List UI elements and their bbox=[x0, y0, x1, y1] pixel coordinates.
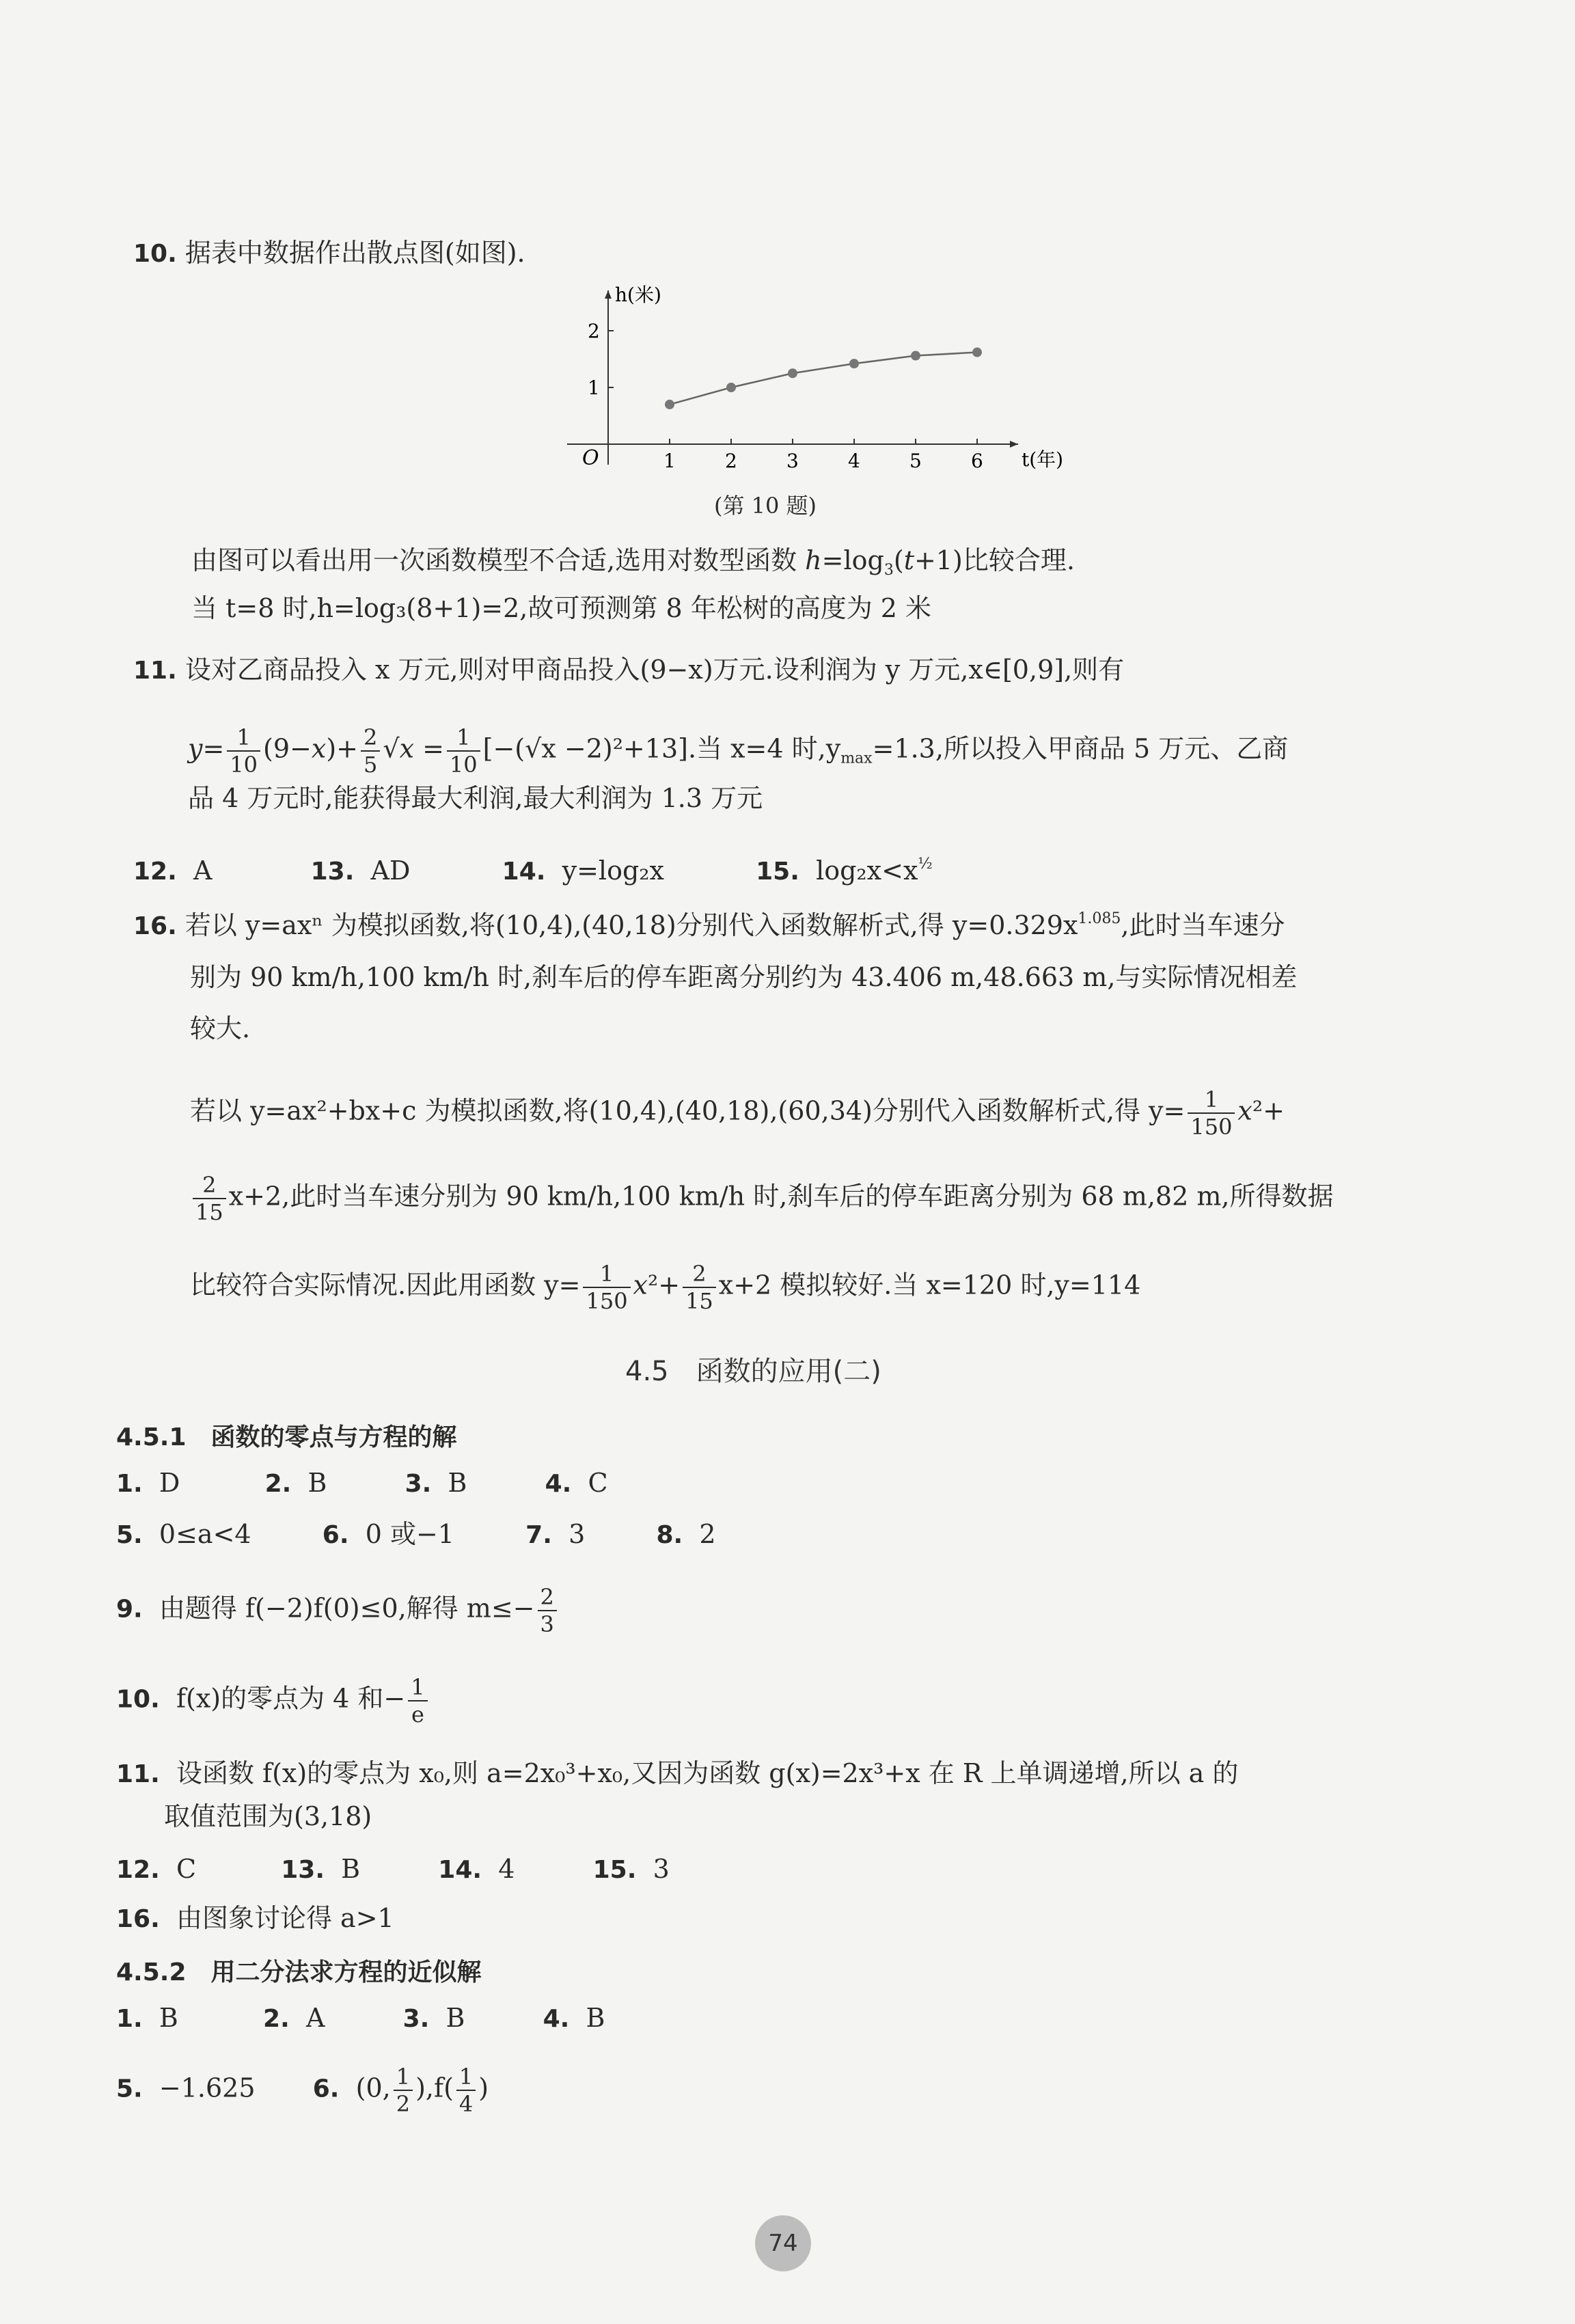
s452-q1-answer: B bbox=[159, 2003, 178, 2033]
q12-num: 12. bbox=[133, 858, 177, 886]
s452-q2-answer: A bbox=[305, 2003, 325, 2033]
q16-line3: 较大. bbox=[190, 1013, 251, 1043]
q13-answer: AD bbox=[370, 856, 411, 886]
x-tick-label: 4 bbox=[848, 450, 860, 472]
q11-line2-end: =1.3,所以投入甲商品 5 万元、乙商 bbox=[872, 733, 1289, 764]
q16-line1-end: ,此时当车速分 bbox=[1121, 910, 1285, 940]
origin-label: O bbox=[582, 446, 599, 470]
q16-line4-text: 若以 y=ax²+bx+c 为模拟函数,将(10,4),(40,18),(60,34)分别代入函数解析式,得 y= bbox=[190, 1095, 1186, 1126]
page-number: 74 bbox=[755, 2215, 811, 2271]
s451-q14-answer: 4 bbox=[498, 1854, 515, 1884]
answers-12-15: 12. A 13. AD 14. y=log₂x 15. $\log_2x<x^{\frac{1}{2}}$ bbox=[133, 856, 933, 886]
s451-q9: 9. 由题得 f(−2)f(0)≤0,解得 m≤− $\frac{2}{3}$ bbox=[116, 1584, 560, 1637]
s452-q5-num: 5. bbox=[116, 2075, 143, 2103]
s451-q2-num: 2. bbox=[264, 1470, 292, 1498]
scatter-chart bbox=[547, 284, 1066, 516]
s451-q11-num: 11. bbox=[116, 1760, 160, 1788]
q10-conclusion1: 由图可以看出用一次函数模型不合适,选用对数型函数 $h=\log_3(t+1)$比较合理. bbox=[191, 545, 1075, 579]
s451-q15-num: 15. bbox=[592, 1856, 637, 1884]
y-axis-arrow bbox=[605, 290, 612, 299]
q10-conclusion1-b: 比较合理. bbox=[962, 545, 1075, 575]
s451-q9-text: 由题得 f(−2)f(0)≤0,解得 m≤− bbox=[159, 1593, 535, 1624]
q10-conclusion2: 当 t=8 时,h=log₃(8+1)=2,故可预测第 8 年松树的高度为 2 米 bbox=[191, 593, 932, 623]
s452-row1 bbox=[116, 2001, 605, 2036]
s452-q1-num: 1. bbox=[116, 2005, 143, 2033]
subsection-title-451: 4.5.1 函数的零点与方程的解 bbox=[116, 1423, 457, 1451]
s452-q4-answer: B bbox=[586, 2003, 605, 2033]
s451-q1-num: 1. bbox=[116, 1470, 143, 1498]
chart-svg bbox=[547, 284, 1066, 495]
s451-row2 bbox=[116, 1517, 716, 1553]
x-tick-label: 6 bbox=[971, 450, 983, 472]
q11-line3: 品 4 万元时,能获得最大利润,最大利润为 1.3 万元 bbox=[188, 783, 763, 813]
q16-line4: 若以 y=ax²+bx+c 为模拟函数,将(10,4),(40,18),(60,34)分别代入函数解析式,得 y= $\frac{1}{150}$ x²+ bbox=[190, 1086, 1285, 1140]
s451-q9-num: 9. bbox=[116, 1595, 143, 1624]
q15-num: 15. bbox=[756, 858, 799, 886]
q14-answer: y=log₂x bbox=[562, 856, 664, 886]
q16-line1-text: 若以 y=axⁿ 为模拟函数,将(10,4),(40,18)分别代入函数解析式,得 y=0.329x bbox=[184, 910, 1078, 940]
x-tick-label: 5 bbox=[909, 450, 922, 472]
x-axis-arrow bbox=[1010, 441, 1018, 448]
q16-line6-a: 比较符合实际情况.因此用函数 y= bbox=[190, 1270, 581, 1300]
s451-q4-answer: C bbox=[588, 1468, 608, 1498]
question-number: 16. bbox=[133, 912, 177, 940]
s451-q5-num: 5. bbox=[116, 1521, 143, 1549]
q11-line2-tail: [−(√x −2)²+13].当 x=4 时,y bbox=[482, 733, 841, 764]
q14-num: 14. bbox=[502, 858, 546, 886]
data-point bbox=[972, 348, 982, 357]
q15-answer: log₂x<x bbox=[816, 856, 918, 886]
s451-q8-answer: 2 bbox=[699, 1519, 716, 1549]
s451-q16-text: 由图象讨论得 a>1 bbox=[176, 1903, 394, 1933]
question-number: 10. bbox=[133, 240, 177, 268]
q16-line5: $\frac{2}{15}$ x+2,此时当车速分别为 90 km/h,100 km/h 时,刹车后的停车距离分别为 68 m,82 m,所得数据 bbox=[190, 1172, 1333, 1225]
data-point bbox=[788, 368, 797, 378]
s451-q13-num: 13. bbox=[281, 1856, 325, 1884]
q16-line2: 别为 90 km/h,100 km/h 时,刹车后的停车距离分别约为 43.406 m,48.663 m,与实际情况相差 bbox=[190, 962, 1298, 992]
x-tick-label: 3 bbox=[786, 450, 799, 472]
s451-q3-answer: B bbox=[448, 1468, 467, 1498]
s451-q6-answer: 0 或−1 bbox=[365, 1519, 454, 1549]
s451-q15-answer: 3 bbox=[653, 1854, 670, 1884]
s451-q10-num: 10. bbox=[116, 1685, 160, 1714]
s451-q7-num: 7. bbox=[525, 1521, 552, 1549]
s451-q11-line1-text: 设函数 f(x)的零点为 x₀,则 a=2x₀³+x₀,又因为函数 g(x)=2x³+x 在 R 上单调递增,所以 a 的 bbox=[176, 1758, 1239, 1788]
chart-caption: (第 10 题) bbox=[714, 493, 817, 519]
q10-intro bbox=[133, 236, 525, 271]
s452-q3-num: 3. bbox=[402, 2005, 430, 2033]
q16-line6-b: x+2 模拟较好.当 x=120 时,y=114 bbox=[718, 1270, 1141, 1300]
s451-q3-num: 3. bbox=[405, 1470, 432, 1498]
q16-line5-text: x+2,此时当车速分别为 90 km/h,100 km/h 时,刹车后的停车距离分别为 68 m,82 m,所得数据 bbox=[228, 1181, 1334, 1212]
q11-line2: y= $\frac{1}{10}$ (9−x)+ $\frac{2}{5}$ √x = $\frac{1}{10}$ [−(√x −2)²+13].当 x=4 时$,y_{max}=1.3$,所以投入甲商品 5 万元、乙商 bbox=[188, 724, 1289, 778]
s451-q16-num: 16. bbox=[116, 1905, 160, 1933]
q16-exponent: 1.085 bbox=[1078, 910, 1121, 927]
q12-answer: A bbox=[193, 856, 213, 886]
y-axis-label: h(米) bbox=[615, 284, 661, 306]
s451-row3 bbox=[116, 1852, 670, 1887]
s452-q4-num: 4. bbox=[543, 2005, 570, 2033]
s451-q7-answer: 3 bbox=[569, 1519, 586, 1549]
s451-q10-text: f(x)的零点为 4 和− bbox=[176, 1683, 406, 1714]
s451-q12-num: 12. bbox=[116, 1856, 160, 1884]
s451-q10: 10. f(x)的零点为 4 和− $\frac{1}{e}$ bbox=[116, 1674, 430, 1727]
x-tick-label: 1 bbox=[663, 450, 676, 472]
s451-q12-answer: C bbox=[176, 1854, 197, 1884]
s452-q6-num: 6. bbox=[312, 2075, 340, 2103]
q11-max-sub: max bbox=[840, 750, 873, 767]
q10-conclusion1-a: 由图可以看出用一次函数模型不合适,选用对数型函数 bbox=[191, 545, 806, 575]
q11-line1 bbox=[133, 653, 1124, 688]
x-axis-label: t(年) bbox=[1022, 448, 1064, 471]
s451-q6-num: 6. bbox=[322, 1521, 349, 1549]
q11-line1-text: 设对乙商品投入 x 万元,则对甲商品投入(9−x)万元.设利润为 y 万元,x∈[0,9],则有 bbox=[184, 655, 1125, 685]
question-number: 11. bbox=[133, 657, 177, 685]
y-tick-label: 1 bbox=[588, 377, 600, 399]
s452-q2-num: 2. bbox=[263, 2005, 290, 2033]
s451-q11-line2: 取值范围为(3,18) bbox=[164, 1801, 372, 1831]
subsection-title-452: 4.5.2 用二分法求方程的近似解 bbox=[116, 1958, 482, 1986]
s451-q16 bbox=[116, 1901, 394, 1937]
s451-q1-answer: D bbox=[159, 1468, 180, 1498]
q13-num: 13. bbox=[310, 858, 355, 886]
s452-q5-answer: −1.625 bbox=[159, 2073, 256, 2103]
q16-line1 bbox=[133, 902, 1285, 944]
s451-q4-num: 4. bbox=[545, 1470, 572, 1498]
s451-row1 bbox=[116, 1466, 608, 1501]
s452-q3-answer: B bbox=[446, 2003, 465, 2033]
s452-q6-comma: ,f bbox=[425, 2073, 444, 2103]
s452-row2: 5. −1.625 6. (0, $\frac{1}{2}$ ),f( $\frac{1}{4}$ ) bbox=[116, 2064, 489, 2117]
s451-q14-num: 14. bbox=[438, 1856, 482, 1884]
s451-q13-answer: B bbox=[341, 1854, 361, 1884]
s451-q8-num: 8. bbox=[656, 1521, 683, 1549]
s451-q2-answer: B bbox=[307, 1468, 327, 1498]
data-point bbox=[665, 400, 674, 409]
s451-q5-answer: 0≤a<4 bbox=[159, 1519, 251, 1549]
series-line bbox=[670, 353, 977, 405]
section-title: 4.5 函数的应用(二) bbox=[625, 1356, 881, 1387]
data-point bbox=[849, 359, 859, 368]
s451-q11-line1 bbox=[116, 1756, 1238, 1792]
q16-line6: 比较符合实际情况.因此用函数 y= $\frac{1}{150}$ x²+ $\frac{2}{15}$ x+2 模拟较好.当 x=120 时,y=114 bbox=[190, 1261, 1141, 1314]
data-point bbox=[726, 383, 736, 392]
data-point bbox=[911, 351, 920, 361]
x-tick-label: 2 bbox=[725, 450, 737, 472]
y-tick-label: 2 bbox=[588, 320, 600, 342]
q10-intro-text: 据表中数据作出散点图(如图). bbox=[184, 238, 525, 268]
